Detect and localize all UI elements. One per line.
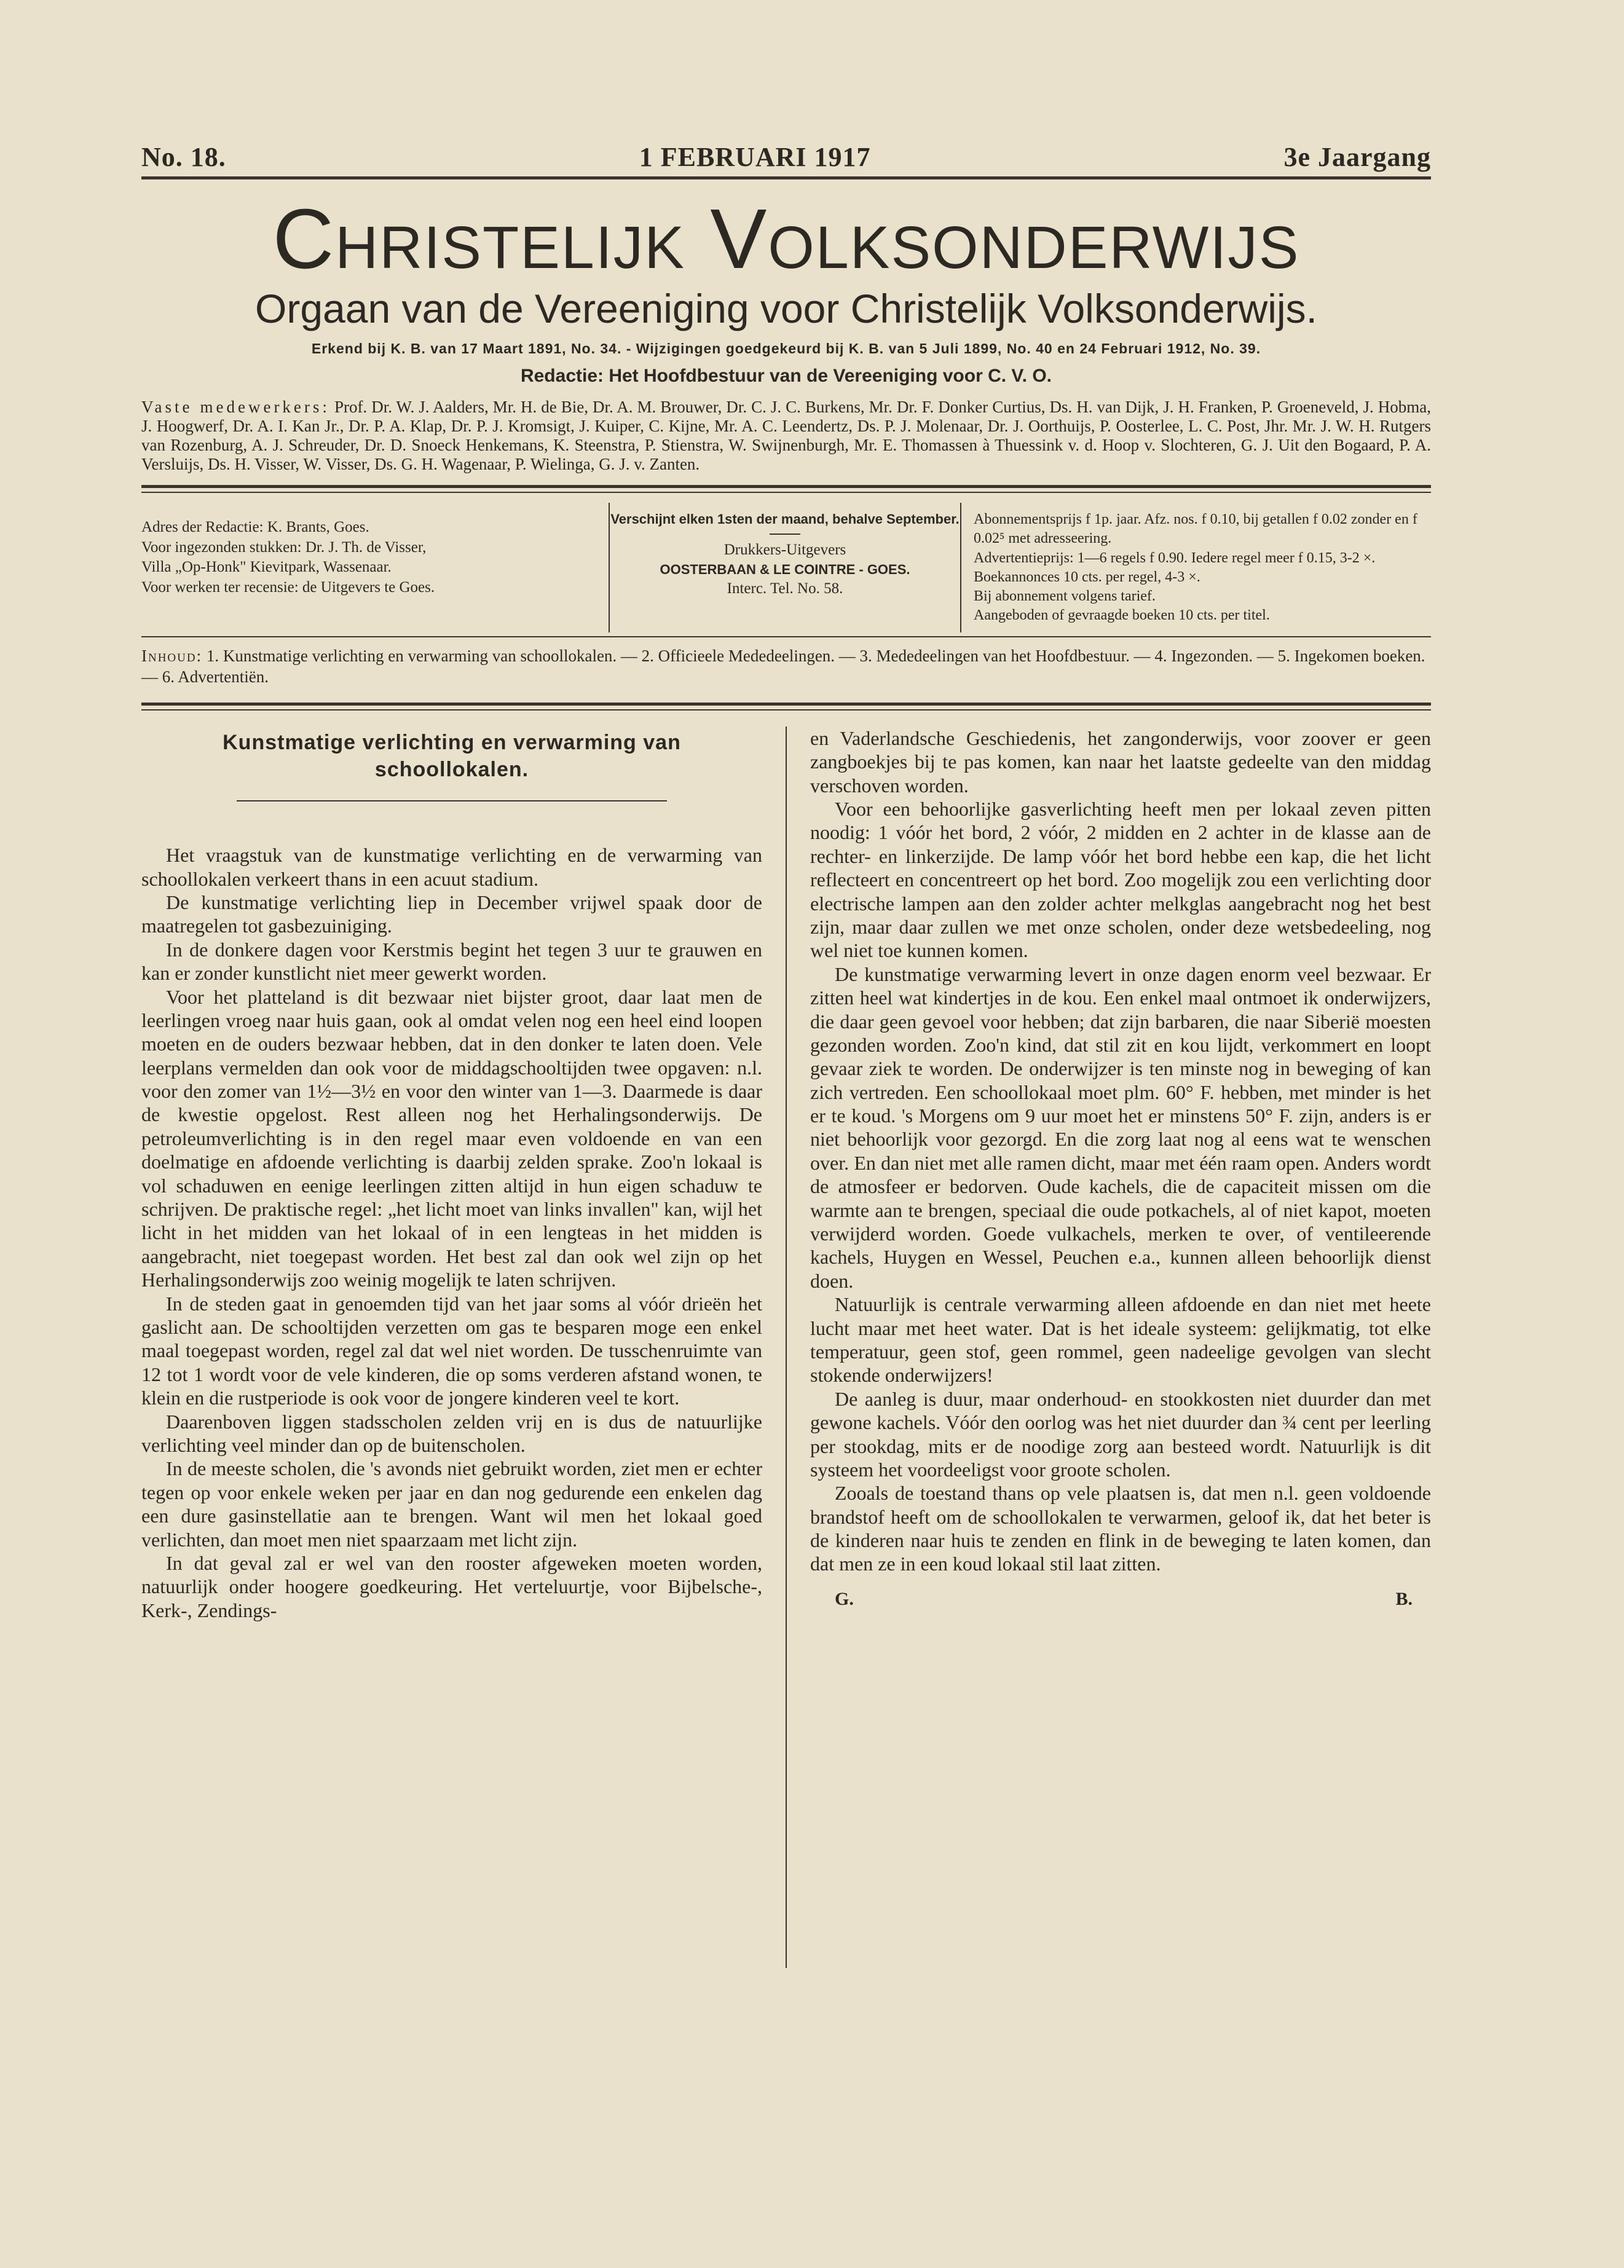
contents-bottom-rule [141,703,1431,711]
contributors [141,398,1431,474]
recognition-line: Erkend bij K. B. van 17 Maart 1891, No. 34. - Wijzigingen goedgekeurd bij K. B. van 5 Juli 1899, No. 40 en 24 Februari 1912, No. 39. [311,341,1261,356]
info-box [141,503,1431,632]
paragraph: Natuurlijk is centrale verwarming alleen afdoende en dan niet met heete lucht maar met heet water. Dat is het ideale systeem: gelijkmatig, tot elke temperatuur, geen stof, geen rommel, geen nadeelige gevolgen van slecht stokende onderwijzers! [810,1293,1431,1387]
issue-number: No. 18. [141,142,226,172]
masthead-subtitle: Orgaan van de Vereeniging voor Christelijk Volksonderwijs. [255,286,1317,331]
column-divider [786,726,787,1968]
signature [810,1588,1431,1610]
paragraph: In de steden gaat in genoemden tijd van het jaar soms al vóór drieën het gaslicht aan. De schooltijden verzetten om gas te besparen moge een enkel maal toegepast worden, regel zal dat wel niet worden. De tusschenruimte van 12 tot 1 wordt voor de vele kinderen, die op soms verderen afstand wonen, te klein en die rustperiode is ook voor de jongere kinderen veel te kort. [141,1292,762,1409]
paragraph: Voor een behoorlijke gasverlichting heeft men per lokaal zeven pitten noodig: 1 vóór het bord, 2 vóór, 2 midden en 2 achter in de klasse aan de rechter- en linkerzijde. De lamp vóór het bord hebbe een kap, die het licht reflecteert en concentreert op het bord. Zoo mogelijk zou een verlichting door electrische lampen aan den zolder achter melkglas aangebracht nog het best zijn, maar daar zullen we met onze scholen, onder deze wetsbedeeling, nog wel niet toe kunnen komen. [810,797,1431,962]
signature-initial: B. [1395,1588,1413,1609]
signature-initial: G. [835,1588,854,1609]
article-title-line: schoollokalen. [374,758,529,781]
paragraph: en Vaderlandsche Geschiedenis, het zangonderwijs, voor zoover er geen zangboekjes bij te pas komen, kan naar het laatste gedeelte van den middag verschoven worden. [810,726,1431,797]
phone-number: Interc. Tel. No. 58. [727,580,843,597]
contributors-names: Prof. Dr. W. J. Aalders, Mr. H. de Bie, Dr. A. M. Brouwer, Dr. C. J. C. Burkens, Mr. Dr. F. Donker Curtius, Ds. H. van Dijk, J. H. Franken, P. Groeneveld, J. Hobma, J. Hoogwerf, Dr. A. I. Kan Jr., Dr. P. A. Klap, Dr. P. J. Kromsigt, J. Kuiper, C. Kijne, Mr. A. C. Leendertz, Ds. P. J. Molenaar, Dr. J. Oorthuijs, P. Oosterlee, L. C. Post, Jhr. Mr. J. W. H. Rutgers van Rozenburg, A. J. Schreuder, Dr. D. Snoeck Henkemans, K. Steenstra, P. Stienstra, W. Swijnenburgh, Mr. E. Thomassen à Thuessink v. d. Hoop v. Slochteren, G. J. Uit den Bogaard, P. A. Versluijs, Ds. H. Visser, W. Visser, Ds. G. H. Wagenaar, P. Wielinga, G. J. v. Zanten. [141,398,1432,474]
issue-volume: 3e Jaargang [1283,142,1431,172]
issue-date: 1 FEBRUARI 1917 [639,142,871,172]
divider [770,534,800,535]
address-line: Voor ingezonden stukken: Dr. J. Th. de Visser, [141,538,427,556]
table-of-contents [141,637,1431,699]
contributors-label: Vaste medewerkers: [141,398,330,416]
left-column [141,726,762,1968]
printers-name: OOSTERBAAN & LE COINTRE - GOES. [660,561,910,577]
paragraph: Voor het platteland is dit bezwaar niet bijster groot, daar laat men de leerlingen vroeg naar huis gaan, ook al omdat velen nog een heel eind loopen moeten en de ouders bezwaar hebben, dat in den donker te laten doen. Vele leerplans vermelden dan ook voor de middagschooltijden twee opgaven: n.l. voor den zomer van 1½—3½ en voor den winter van 1—3. Daarmede is daar de kwestie opgelost. Rest alleen nog het Herhalingsonderwijs. De petroleumverlichting is in den regel maar even voldoende en van een doelmatige en afdoende verlichting is daarbij zelden sprake. Zoo'n lokaal is vol schaduwen en eenige leerlingen zitten altijd in hun eigen schaduw te schrijven. De praktische regel: „het licht moet van links invallen" kan, wijl het licht in het midden van het lokaal of in een lengteas in het midden is aangebracht, niet toegepast worden. Het best zal dan ook wel zijn op het Herhalingsonderwijs zoo weinig mogelijk te laten schrijven. [141,985,762,1291]
newspaper-page [141,141,1431,1968]
contents-text: 1. Kunstmatige verlichting en verwarming van schoollokalen. — 2. Officieele Mededeelingen. — 3. Mededeelingen van het Hoofdbestuur. — 4. Ingezonden. — 5. Ingekomen boeken. — 6. Advertentiën. [141,647,1425,687]
info-top-rule [141,485,1431,493]
paragraph: De kunstmatige verlichting liep in December vrijwel spaak door de maatregelen tot gasbezuiniging. [141,891,762,937]
rate-line: Advertentieprijs: 1—6 regels f 0.90. Iedere regel meer f 0.15, 3-2 ×. Boekannonces 10 cts. per regel, 4-3 ×. [974,549,1376,585]
article-title-line: Kunstmatige verlichting en verwarming van [223,730,681,754]
paragraph: Daarenboven liggen stadsscholen zelden vrij en is dus de natuurlijke verlichting veel minder dan op de buitenscholen. [141,1410,762,1456]
rates-column [961,503,1431,632]
address-line: Voor werken ter recensie: de Uitgevers te Goes. [141,578,435,596]
rate-line: Abonnementsprijs f 1p. jaar. Afz. nos. f 0.10, bij getallen f 0.02 zonder en f 0.02⁵ met adresseering. [974,511,1417,547]
article-title [141,729,762,783]
paragraph: Zooals de toestand thans op vele plaatsen is, dat men n.l. geen voldoende brandstof heeft om de schoollokalen te verwarmen, geloof ik, dat het beter is de kinderen naar huis te zenden en flink in de beweging te laten komen, dan dat men ze in een koud lokaal stil laat zitten. [810,1482,1431,1575]
redactie-line: Redactie: Het Hoofdbestuur van de Vereeniging voor C. V. O. [520,366,1052,386]
paragraph: In dat geval zal er wel van den rooster afgeweken moeten worden, natuurlijk onder hoogere goedkeuring. Het verteluurtje, voor Bijbelsche-, Kerk-, Zendings- [141,1551,762,1621]
top-rule [141,176,1431,179]
paragraph: In de donkere dagen voor Kerstmis begint het tegen 3 uur te grauwen en kan er zonder kunstlicht niet meer gewerkt worden. [141,938,762,985]
article-columns [141,726,1431,1968]
paragraph: De kunstmatige verwarming levert in onze dagen enorm veel bezwaar. Er zitten heel wat kindertjes in de kou. Een enkel maal ontmoet ik onderwijzers, die daar geen gevoel voor hebben; dat zijn barbaren, die naar Siberië moesten gezonden worden. Zoo'n kind, dat stil zit en kou lijdt, verkommert en loopt gevaar ziek te worden. De onderwijzer is ten minste nog in beweging of kan zich vertreden. Een schoollokaal moet plm. 60° F. hebben, met minder is het er te koud. 's Morgens om 9 uur moet het er minstens 50° F. zijn, anders is er niet behoorlijk voor gezorgd. En die zorg laat nog al eens wat te wenschen over. En dan niet met alle ramen dicht, maar met één raam open. Anders wordt de atmosfeer er bedorven. Oude kachels, die de capaciteit missen om die warmte aan te brengen, speciaal die oude potkachels, al of niet kapot, moeten verwijderd worden. Goede vulkachels, merken te over, of ventileerende kachels, Huygen en Wessel, Peuchen e.a., kunnen alleen behoorlijk dienst doen. [810,963,1431,1292]
address-line: Adres der Redactie: K. Brants, Goes. [141,519,369,536]
right-column [810,726,1431,1968]
paragraph: In de meeste scholen, die 's avonds niet gebruikt worden, ziet men er echter tegen op voor enkele weken per jaar en dan nog gedurende een enkelen dag een dure gasinstellatie aan te brengen. Want wil men het lokaal goed verlichten, dan moet men niet spaarzaam met licht zijn. [141,1457,762,1551]
address-column [141,503,609,632]
rate-line: Aangeboden of gevraagde boeken 10 cts. per titel. [974,607,1270,624]
title-rule [237,800,667,801]
printers-label: Drukkers-Uitgevers [723,541,846,558]
paragraph: Het vraagstuk van de kunstmatige verlichting en de verwarming van schoollokalen verkeert thans in een acuut stadium. [141,844,762,890]
paragraph: De aanleg is duur, maar onderhoud- en stookkosten niet duurder dan met gewone kachels. Vóór den oorlog was het niet duurder dan ¾ cent per leerling per stookdag, mits er de noodige zorg aan besteed wordt. Natuurlijk is dit systeem het voordeeligst voor groote scholen. [810,1387,1431,1481]
publisher-column [609,503,961,632]
masthead-title: Christelijk Volksonderwijs [272,192,1300,286]
issue-line [141,141,1431,173]
contents-label: Inhoud: [141,647,203,666]
address-line: Villa „Op-Honk" Kievitpark, Wassenaar. [141,559,392,576]
publication-schedule: Verschijnt elken 1sten der maand, behalve September. [610,511,960,527]
rate-line: Bij abonnement volgens tarief. [974,588,1156,604]
